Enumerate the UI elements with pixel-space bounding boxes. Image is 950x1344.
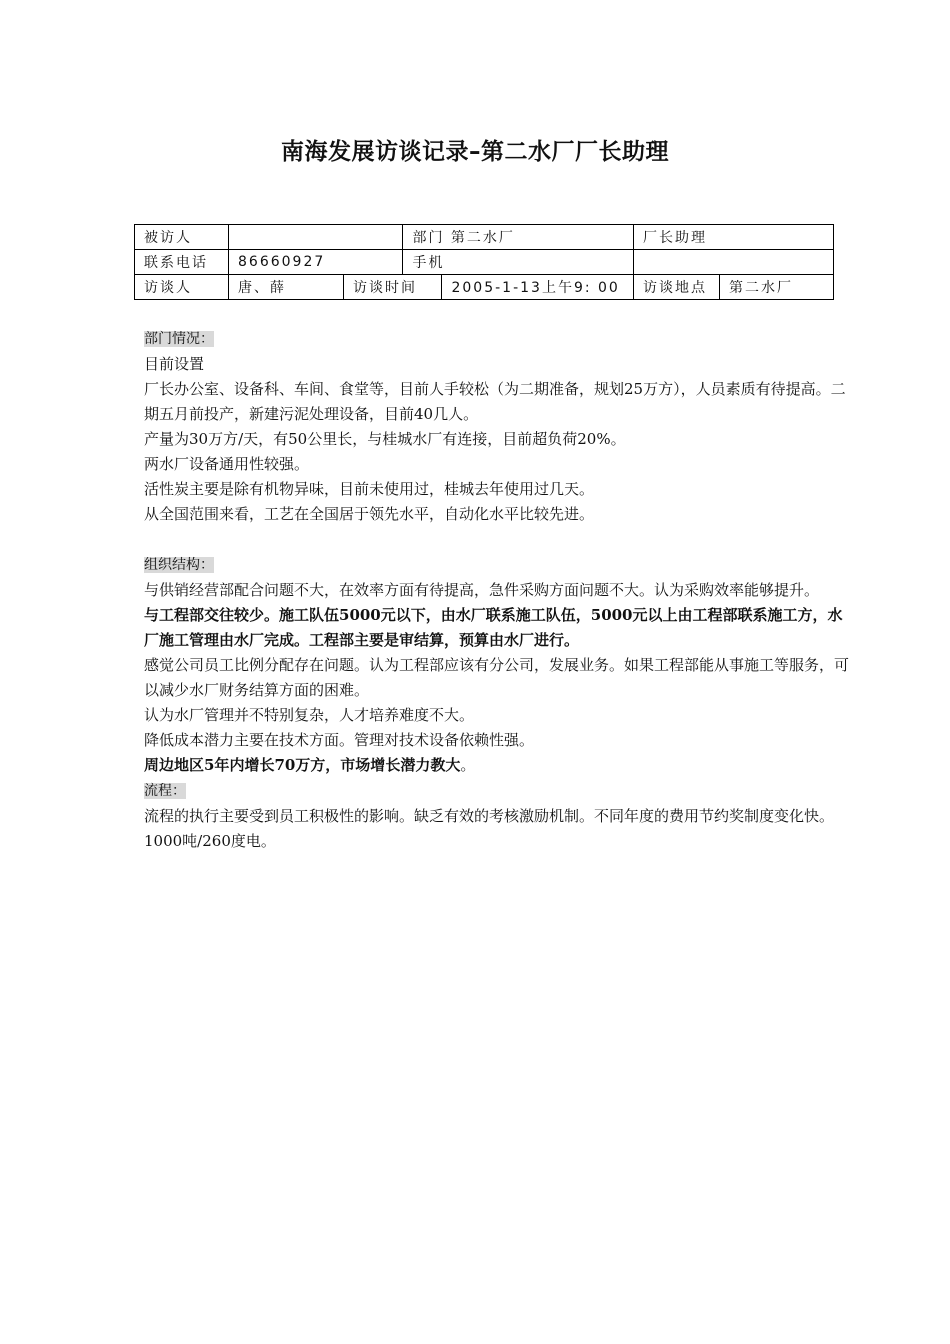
- paragraph: 感觉公司员工比例分配存在问题。认为工程部应该有分公司，发展业务。如果工程部能从事施工等服务，可以减少水厂财务结算方面的困难。: [144, 656, 850, 699]
- table-row: [135, 250, 834, 275]
- phone-label: 联系电话: [135, 250, 229, 275]
- market-growth-text: 周边地区5年内增长70万方，市场增长潜力教大: [144, 756, 461, 774]
- interviewee-label: 被访人: [135, 225, 229, 250]
- position-value: 厂长助理: [634, 225, 834, 250]
- paragraph: 产量为30万方/天，有50公里长，与桂城水厂有连接，目前超负荷20%。: [144, 430, 626, 448]
- phone-value: 86660927: [229, 250, 403, 275]
- section-heading-process: 流程：: [144, 783, 186, 799]
- paragraph: 活性炭主要是除有机物异味，目前未使用过，桂城去年使用过几天。: [144, 480, 595, 498]
- interview-info-table: [134, 224, 834, 300]
- paragraph: 降低成本潜力主要在技术方面。管理对技术设备依赖性强。: [144, 731, 535, 749]
- paragraph: 厂长办公室、设备科、车间、食堂等，目前人手较松（为二期准备，规划25万方），人员素质有待提高。二期五月前投产，新建污泥处理设备，目前40几人。: [144, 380, 846, 423]
- interview-notes: [144, 326, 856, 854]
- department-label: 部门 第二水厂: [403, 225, 634, 250]
- page-title: 南海发展访谈记录–第二水厂厂长助理: [281, 139, 669, 165]
- paragraph: 从全国范围来看，工艺在全国居于领先水平，自动化水平比较先进。: [144, 505, 595, 523]
- paragraph: 与供销经营部配合问题不大，在效率方面有待提高，急件采购方面问题不大。认为采购效率能够提升。: [144, 581, 820, 599]
- paragraph: 认为水厂管理并不特别复杂，人才培养难度不大。: [144, 706, 475, 724]
- interview-time-value: 2005-1-13上午9: 00: [442, 275, 634, 300]
- table-row: [135, 275, 834, 300]
- interviewee-value: [229, 225, 403, 250]
- location-label: 访谈地点: [634, 275, 720, 300]
- mobile-value: [634, 250, 834, 275]
- interviewer-value: 唐、薛: [229, 275, 344, 300]
- paragraph: 流程的执行主要受到员工积极性的影响。缺乏有效的考核激励机制。不同年度的费用节约奖制度变化快。1000吨/260度电。: [144, 807, 835, 850]
- interviewer-label: 访谈人: [135, 275, 229, 300]
- mobile-label: 手机: [403, 250, 634, 275]
- location-value: 第二水厂: [720, 275, 834, 300]
- period: 。: [460, 756, 476, 774]
- paragraph: 目前设置: [144, 355, 205, 373]
- paragraph-bold: 与工程部交往较少。施工队伍5000元以下，由水厂联系施工队伍，5000元以上由工程部联系施工方，水厂施工管理由水厂完成。工程部主要是审结算，预算由水厂进行。: [144, 606, 843, 649]
- paragraph: 两水厂设备通用性较强。: [144, 455, 310, 473]
- section-heading-department: 部门情况：: [144, 331, 214, 347]
- paragraph: [144, 753, 856, 778]
- table-row: [135, 225, 834, 250]
- interview-time-label: 访谈时间: [344, 275, 442, 300]
- section-heading-organization: 组织结构：: [144, 557, 214, 573]
